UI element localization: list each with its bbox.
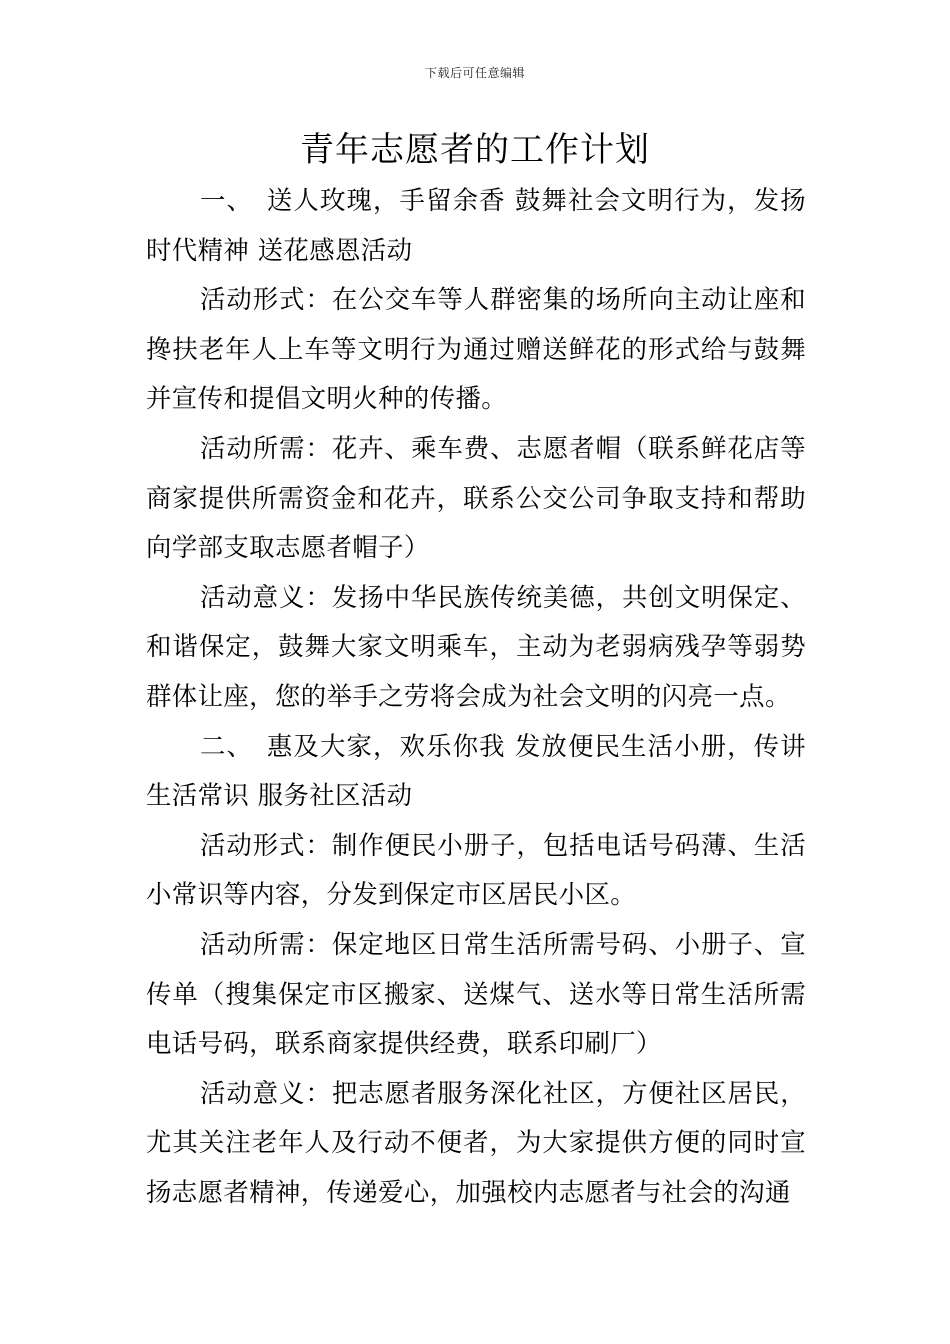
paragraph-activity-needs-2: 活动所需：保定地区日常生活所需号码、小册子、宣传单（搜集保定市区搬家、送煤气、送水等日常生活所需电话号码，联系商家提供经费，联系印刷厂） <box>146 928 806 1059</box>
section-two-heading: 二、 惠及大家，欢乐你我 发放便民生活小册，传讲生活常识 服务社区活动 <box>146 730 806 811</box>
paragraph-activity-form: 活动形式：在公交车等人群密集的场所向主动让座和搀扶老年人上车等文明行为通过赠送鲜花的形式给与鼓舞并宣传和提倡文明火种的传播。 <box>146 284 806 414</box>
paragraph-activity-meaning: 活动意义：发扬中华民族传统美德，共创文明保定、和谐保定，鼓舞大家文明乘车，主动为老弱病残孕等弱势群体让座，您的举手之劳将会成为社会文明的闪亮一点。 <box>146 581 806 711</box>
section-one-heading: 一、 送人玫瑰，手留余香 鼓舞社会文明行为，发扬时代精神 送花感恩活动 <box>146 185 806 265</box>
document-body <box>146 176 806 1217</box>
paragraph-activity-form-2: 活动形式：制作便民小册子，包括电话号码薄、生活小常识等内容，分发到保定市区居民小区。 <box>146 829 806 910</box>
paragraph-activity-meaning-2: 活动意义：把志愿者服务深化社区，方便社区居民，尤其关注老年人及行动不便者，为大家提供方便的同时宣扬志愿者精神，传递爱心，加强校内志愿者与社会的沟通 <box>146 1077 806 1207</box>
document-title: 青年志愿者的工作计划 <box>300 130 650 170</box>
header-note: 下载后可任意编辑 <box>424 66 525 80</box>
paragraph-activity-needs: 活动所需：花卉、乘车费、志愿者帽（联系鲜花店等商家提供所需资金和花卉，联系公交公司争取支持和帮助向学部支取志愿者帽子） <box>146 432 806 563</box>
